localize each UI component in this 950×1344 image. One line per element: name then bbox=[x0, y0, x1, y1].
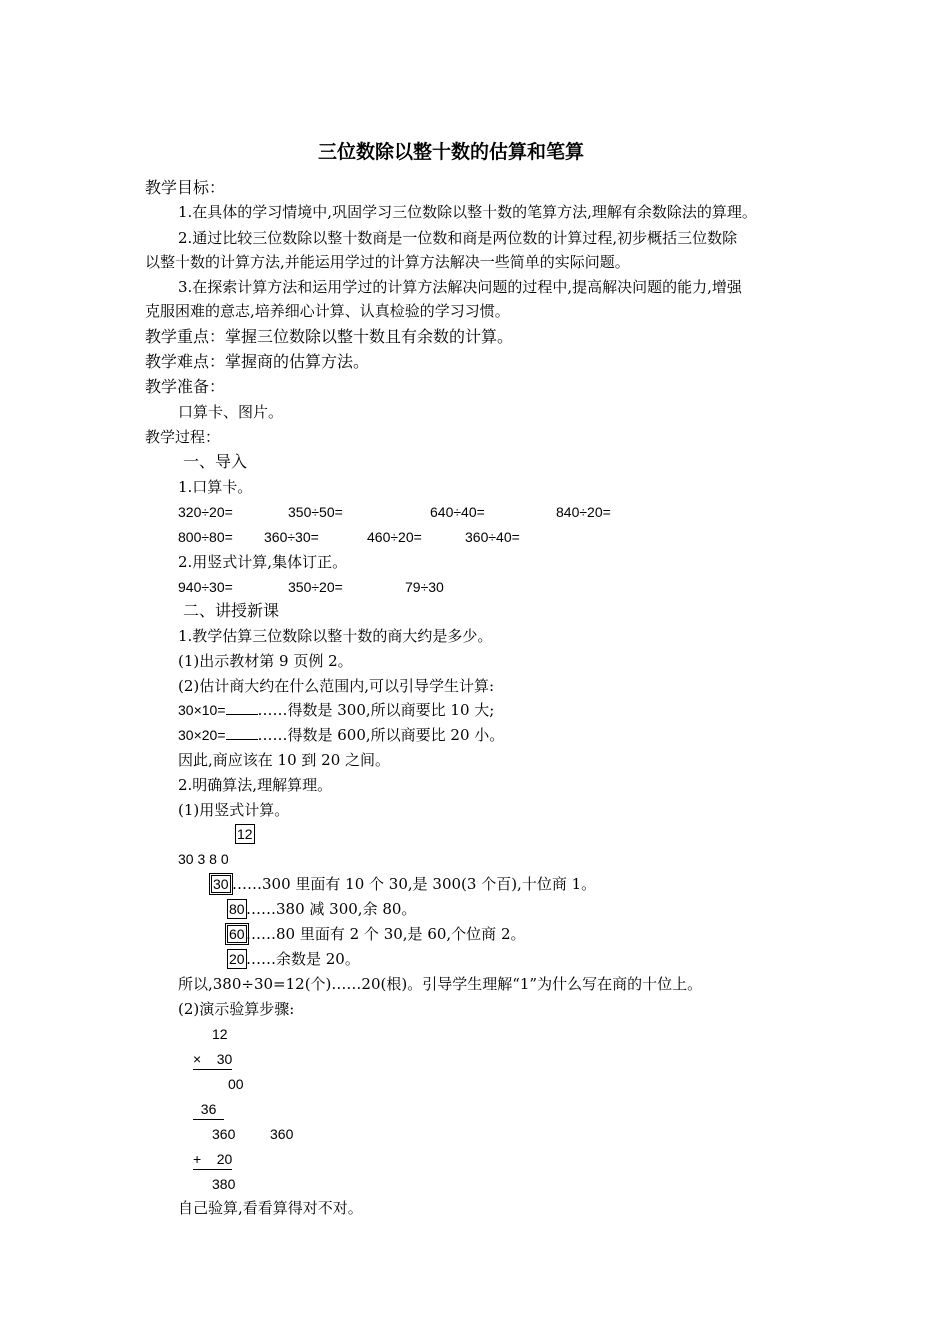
vertical-calc: 940÷30= bbox=[178, 579, 233, 595]
verify-remainder: + 20 bbox=[193, 1149, 232, 1170]
estimate-expr: 30×10= bbox=[178, 702, 226, 718]
section-1-item-2: 2.用竖式计算,集体订正。 bbox=[178, 553, 348, 571]
closing-note: 自己验算,看看算得对不对。 bbox=[178, 1199, 363, 1217]
division-step-num: 20 bbox=[229, 951, 245, 967]
prep-heading: 教学准备： bbox=[145, 377, 226, 396]
objective-2-line-1: 2.通过比较三位数除以整十数商是一位数和商是两位数的计算过程,初步概括三位数除 bbox=[178, 229, 738, 247]
verify-total: 380 bbox=[212, 1176, 236, 1192]
mental-calc: 840÷20= bbox=[556, 504, 611, 520]
estimate-line-1 bbox=[178, 700, 494, 720]
verify-multiplicand: 12 bbox=[212, 1026, 228, 1042]
section-1-item-1: 1.口算卡。 bbox=[178, 478, 253, 496]
page-title: 三位数除以整十数的估算和笔算 bbox=[318, 141, 585, 163]
estimate-expr: 30×20= bbox=[178, 727, 226, 743]
division-step-text: ……380 减 300,余 80。 bbox=[246, 900, 417, 918]
estimate-conclusion: 因此,商应该在 10 到 20 之间。 bbox=[178, 751, 391, 769]
process-heading: 教学过程： bbox=[145, 428, 221, 446]
answer-blank bbox=[226, 725, 258, 740]
objectives-heading: 教学目标： bbox=[145, 178, 226, 197]
prep-text: 口算卡、图片。 bbox=[178, 403, 284, 421]
mental-calc: 460÷20= bbox=[367, 529, 422, 545]
division-step-num: 80 bbox=[229, 901, 245, 917]
key-point: 教学重点：掌握三位数除以整十数且有余数的计算。 bbox=[145, 327, 514, 346]
mental-calc: 360÷40= bbox=[465, 529, 520, 545]
verify-partial-2: 36 bbox=[193, 1099, 224, 1120]
step-1: (1)出示教材第 9 页例 2。 bbox=[178, 652, 353, 670]
step-4: (2)演示验算步骤: bbox=[178, 1000, 295, 1018]
difficulty: 教学难点：掌握商的估算方法。 bbox=[145, 352, 370, 371]
division-step-num: 30 bbox=[213, 876, 229, 892]
step-2: (2)估计商大约在什么范围内,可以引导学生计算: bbox=[178, 677, 495, 695]
verify-product-side: 360 bbox=[270, 1126, 294, 1142]
objective-3-line-1: 3.在探索计算方法和运用学过的计算方法解决问题的过程中,提高解决问题的能力,增强 bbox=[178, 278, 742, 296]
vertical-calc: 350÷20= bbox=[288, 579, 343, 595]
mental-calc: 350÷50= bbox=[288, 504, 343, 520]
objective-1: 1.在具体的学习情境中,巩固学习三位数除以整十数的笔算方法,理解有余数除法的算理。 bbox=[178, 203, 757, 221]
section-2-item-1: 1.教学估算三位数除以整十数的商大约是多少。 bbox=[178, 627, 493, 645]
section-2-item-2: 2.明确算法,理解算理。 bbox=[178, 776, 333, 794]
division-summary: 所以,380÷30=12(个)……20(根)。引导学生理解“1”为什么写在商的十位上。 bbox=[178, 975, 703, 993]
division-step-text: ……80 里面有 2 个 30,是 60,个位商 2。 bbox=[246, 925, 526, 943]
dividend-line: 30 3 8 0 bbox=[178, 851, 229, 867]
section-1-heading: 一、导入 bbox=[183, 452, 248, 471]
section-2-heading: 二、讲授新课 bbox=[183, 601, 280, 620]
mental-calc: 800÷80= bbox=[178, 529, 233, 545]
answer-blank bbox=[226, 700, 258, 715]
quotient-box: 12 bbox=[237, 826, 253, 842]
step-3: (1)用竖式计算。 bbox=[178, 801, 290, 819]
estimate-line-2 bbox=[178, 725, 504, 745]
mental-calc: 320÷20= bbox=[178, 504, 233, 520]
verify-multiplier: × 30 bbox=[193, 1049, 232, 1070]
mental-calc: 360÷30= bbox=[264, 529, 319, 545]
division-step-num: 60 bbox=[229, 926, 245, 942]
mental-calc: 640÷40= bbox=[430, 504, 485, 520]
verify-partial-1: 00 bbox=[228, 1076, 244, 1092]
division-step-text: ……300 里面有 10 个 30,是 300(3 个百),十位商 1。 bbox=[232, 875, 597, 893]
objective-3-line-2: 克服困难的意志,培养细心计算、认真检验的学习习惯。 bbox=[145, 302, 510, 320]
division-step-text: ……余数是 20。 bbox=[246, 950, 360, 968]
objective-2-line-2: 以整十数的计算方法,并能运用学过的计算方法解决一些简单的实际问题。 bbox=[145, 253, 630, 271]
estimate-note: ……得数是 300,所以商要比 10 大; bbox=[257, 701, 495, 719]
estimate-note: ……得数是 600,所以商要比 20 小。 bbox=[257, 726, 505, 744]
verify-product: 360 bbox=[212, 1126, 236, 1142]
vertical-calc: 79÷30 bbox=[405, 579, 444, 595]
